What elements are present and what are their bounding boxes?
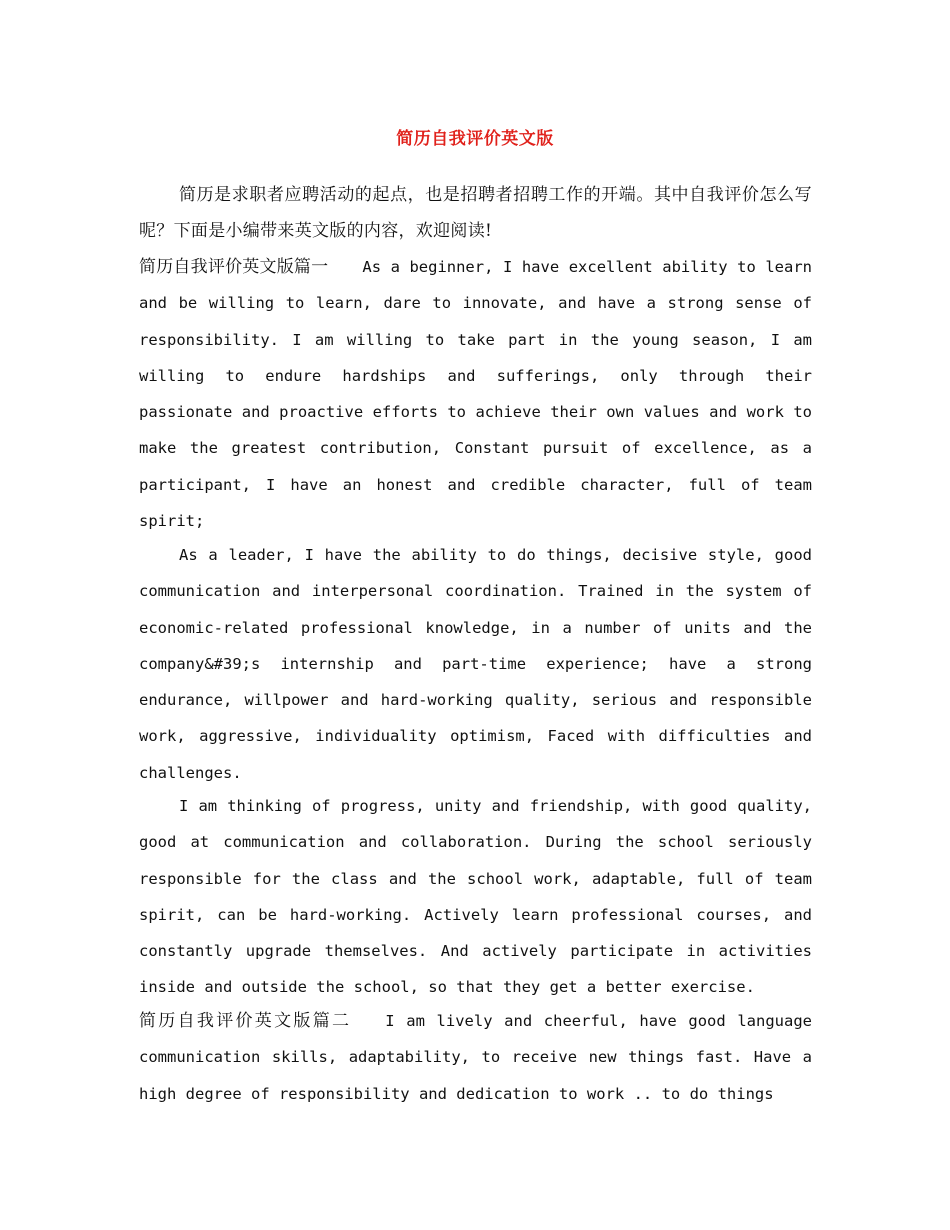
- document-title: 简历自我评价英文版: [396, 129, 554, 149]
- section-1-para-2-text: As a leader, I have the ability to do things, decisive style, good communication and interpersonal coordination. Trained in the system of economic-related professional knowledge, in a number of units and the company&#39;s internship and part-time experience; have a strong endurance, willpower and hard-working quality, serious and responsible work, aggressive, individuality optimism, Faced with difficulties and challenges.: [139, 546, 812, 782]
- section-1-paragraph-1: [139, 249, 812, 539]
- section-2-para-1-text: I am lively and cheerful, have good language communication skills, adaptability, to receive new things fast. Have a high degree of responsibility and dedication to work .. to do things: [139, 1012, 812, 1103]
- section-1-para-1-text: As a beginner, I have excellent ability to learn and be willing to learn, dare to innovate, and have a strong sense of responsibility. I am willing to take part in the young season, I am willing to endure hardships and sufferings, only through their passionate and proactive efforts to achieve their own values and work to make the greatest contribution, Constant pursuit of excellence, as a participant, I have an honest and credible character, full of team spirit;: [139, 258, 812, 531]
- section-1-paragraph-3: [139, 788, 812, 1006]
- intro-text: 简历是求职者应聘活动的起点，也是招聘者招聘工作的开端。其中自我评价怎么写呢？下面是小编带来英文版的内容，欢迎阅读!: [139, 185, 812, 242]
- section-2-paragraph-1: [139, 1003, 812, 1112]
- section-1-para-3-text: I am thinking of progress, unity and friendship, with good quality, good at communication and collaboration. During the school seriously responsible for the class and the school work, adaptable, full of team spirit, can be hard-working. Actively learn professional courses, and constantly upgrade themselves. And actively participate in activities inside and outside the school, so that they get a better exercise.: [139, 797, 812, 997]
- intro-paragraph: [139, 177, 812, 250]
- section-2-heading: 简历自我评价英文版篇二: [139, 1011, 352, 1031]
- section-1-paragraph-2: [139, 537, 812, 791]
- section-1-heading: 简历自我评价英文版篇一: [139, 257, 329, 277]
